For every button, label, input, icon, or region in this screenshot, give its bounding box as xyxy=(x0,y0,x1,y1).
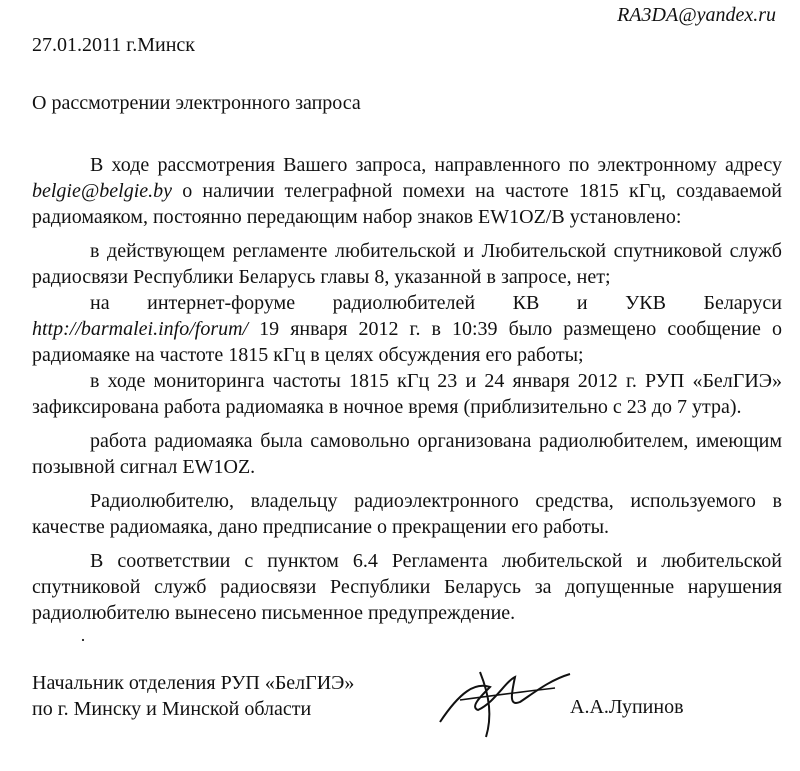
signatory-name: А.А.Лупинов xyxy=(570,696,684,718)
signer-position-line1: Начальник отделения РУП «БелГИЭ» xyxy=(32,672,355,694)
date-place: 27.01.2011 г.Минск xyxy=(32,34,195,56)
paragraph-forum-text-a: на интернет-форуме радиолюбителей КВ и УКВ Беларуси xyxy=(90,292,782,314)
paragraph-regulation: в действующем регламенте любительской и Любительской спутниковой служб радиосвязи Республики Беларусь главы 8, указанной в запросе, нет; xyxy=(32,240,782,288)
letter-body xyxy=(32,152,782,626)
signer-position-line2: по г. Минску и Минской области xyxy=(32,698,312,720)
paragraph-forum-text-b: 19 января 2012 г. в 10:39 было размещено сообщение о радиомаяке на частоте 1815 кГц в целях обсуждения его работы; xyxy=(32,318,782,366)
forum-url: http://barmalei.info/forum/ xyxy=(32,318,249,340)
scan-dot: · xyxy=(80,630,86,650)
paragraph-warning: В соответствии с пунктом 6.4 Регламента любительской и любительской спутниковой служб радиосвязи Республики Беларусь за допущенные нарушения радиолюбителю вынесено письменное предупреждение. xyxy=(32,550,782,624)
paragraph-request-text-a: В ходе рассмотрения Вашего запроса, направленного по электронному адресу xyxy=(90,154,782,176)
paragraph-request xyxy=(32,152,782,230)
signer-position xyxy=(32,670,354,722)
letter-subject: О рассмотрении электронного запроса xyxy=(32,92,361,114)
paragraph-organized: работа радиомаяка была самовольно организована радиолюбителем, имеющим позывной сигнал EW1OZ. xyxy=(32,430,782,478)
handwritten-signature xyxy=(420,652,580,742)
paragraph-monitoring: в ходе мониторинга частоты 1815 кГц 23 и 24 января 2012 г. РУП «БелГИЭ» зафиксирована работа радиомаяка в ночное время (приблизительно с 23 до 7 утра). xyxy=(32,370,782,418)
paragraph-order: Радиолюбителю, владельцу радиоэлектронного средства, используемого в качестве радиомаяка, дано предписание о прекращении его работы. xyxy=(32,490,782,538)
paragraph-forum xyxy=(32,290,782,368)
request-email: belgie@belgie.by xyxy=(32,180,173,202)
paragraph-request-text-b: о наличии телеграфной помехи на частоте 1815 кГц, создаваемой радиомаяком, постоянно передающим набор знаков EW1OZ/B установлено: xyxy=(32,180,782,228)
sender-email: RA3DA@yandex.ru xyxy=(617,4,776,26)
